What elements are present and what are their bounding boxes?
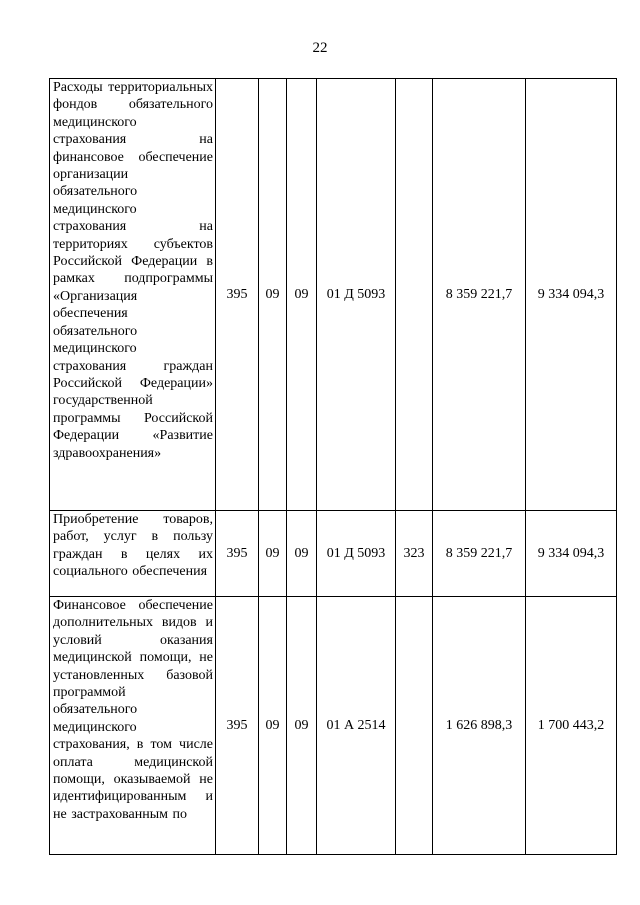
sum-year2-cell: 1 700 443,2 [526, 597, 617, 855]
section-cell: 09 [259, 597, 287, 855]
sum-year1-cell: 1 626 898,3 [433, 597, 526, 855]
sum-year2-cell: 9 334 094,3 [526, 511, 617, 597]
subsection-cell: 09 [287, 79, 317, 511]
grbs-cell: 395 [216, 79, 259, 511]
row-name-cell: Финансовое обеспечение дополнительных видов и условий оказания медицинской помощи, не установленных базовой программой обязательного медицинского страхования, в том числе оплата медицинской помощи, оказываемой не идентифицированным и не застрахованным по [50, 597, 216, 855]
grbs-cell: 395 [216, 597, 259, 855]
page-number: 22 [312, 40, 328, 56]
table-row [50, 511, 617, 597]
row-name-cell: Приобретение товаров, работ, услуг в пользу граждан в целях их социального обеспечения [50, 511, 216, 597]
sum-year1-cell: 8 359 221,7 [433, 511, 526, 597]
target-article-cell: 01 Д 5093 [317, 511, 396, 597]
sum-year1-cell: 8 359 221,7 [433, 79, 526, 511]
target-article-cell: 01 Д 5093 [317, 79, 396, 511]
table-row [50, 597, 617, 855]
table-row [50, 79, 617, 511]
grbs-cell: 395 [216, 511, 259, 597]
subsection-cell: 09 [287, 597, 317, 855]
section-cell: 09 [259, 511, 287, 597]
section-cell: 09 [259, 79, 287, 511]
expense-type-cell [396, 597, 433, 855]
row-name-cell: Расходы территориальных фондов обязательного медицинского страхования на финансовое обеспечение организации обязательного медицинского страхования на территориях субъектов Российской Федерации в рамках подпрограммы «Организация обеспечения обязательного медицинского страхования граждан Российской Федерации» государственной программы Российской Федерации «Развитие здравоохранения» [50, 79, 216, 511]
target-article-cell: 01 А 2514 [317, 597, 396, 855]
expense-type-cell [396, 79, 433, 511]
budget-table [49, 78, 617, 855]
subsection-cell: 09 [287, 511, 317, 597]
sum-year2-cell: 9 334 094,3 [526, 79, 617, 511]
expense-type-cell: 323 [396, 511, 433, 597]
